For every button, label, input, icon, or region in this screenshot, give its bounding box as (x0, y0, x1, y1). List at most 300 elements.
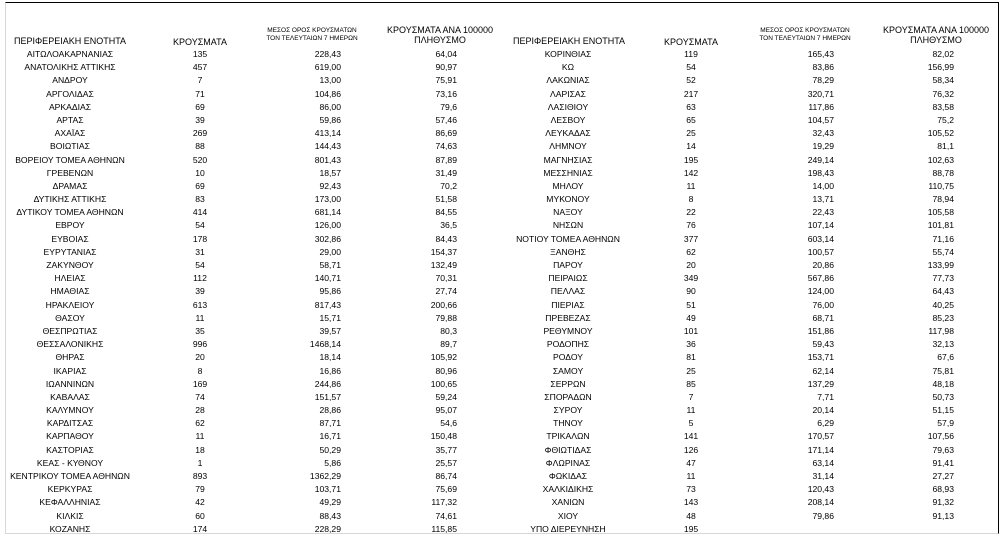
cases-per-100k: 133,99 (927, 260, 954, 270)
seven-day-average: 78,29 (812, 75, 834, 86)
seven-day-average: 249,14 (807, 154, 834, 165)
seven-day-average: 413,14 (314, 128, 341, 139)
seven-day-average: 144,43 (314, 141, 341, 152)
region-name: ΚΟΖΑΝΗΣ (49, 523, 91, 534)
case-count: 195 (683, 523, 699, 534)
header-avg-line1: ΜΕΣΟΣ ΟΡΟΣ ΚΡΟΥΣΜΑΤΩΝ (267, 27, 357, 34)
case-count: 25 (686, 365, 696, 376)
table-row (0, 365, 1005, 378)
cases-per-100k: 84,43 (435, 233, 457, 244)
region-name: ΑΧΑΪΑΣ (54, 128, 86, 139)
cases-per-100k: 32,13 (932, 339, 954, 350)
cases-per-100k: 102,63 (927, 154, 954, 165)
case-count: 69 (195, 101, 205, 112)
case-count: 996 (192, 339, 208, 350)
cases-per-100k: 90,97 (435, 62, 457, 73)
table-row (0, 338, 1005, 351)
table-row (0, 378, 1005, 391)
cases-per-100k: 132,49 (430, 260, 457, 270)
seven-day-average: 1362,29 (309, 471, 341, 481)
seven-day-average: 16,71 (319, 431, 341, 442)
cases-per-100k: 91,13 (932, 510, 954, 521)
table-row (0, 391, 1005, 404)
case-count: 8 (197, 365, 203, 376)
cases-per-100k: 95,07 (435, 405, 457, 416)
cases-per-100k: 27,74 (435, 286, 457, 297)
region-name: ΙΩΑΝΝΙΝΩΝ (45, 378, 95, 389)
table-row (0, 417, 1005, 430)
cases-per-100k: 31,49 (435, 167, 457, 178)
region-name: ΣΥΡΟΥ (553, 405, 583, 416)
case-count: 65 (686, 114, 696, 125)
cases-per-100k: 86,74 (435, 471, 457, 481)
cases-per-100k: 85,23 (932, 312, 954, 323)
seven-day-average: 120,43 (807, 484, 834, 495)
region-name: ΣΑΜΟΥ (552, 365, 584, 376)
seven-day-average: 28,86 (319, 405, 341, 416)
case-count: 20 (195, 352, 205, 363)
seven-day-average: 104,57 (807, 114, 834, 125)
case-count: 11 (195, 312, 205, 323)
case-count: 457 (192, 62, 208, 73)
cases-per-100k: 115,85 (431, 523, 457, 534)
table-row (0, 114, 1005, 127)
seven-day-average: 124,00 (807, 286, 834, 297)
region-name: ΚΑΡΠΑΘΟΥ (46, 431, 94, 442)
cases-per-100k: 82,02 (932, 49, 954, 59)
region-name: ΦΛΩΡΙΝΑΣ (545, 457, 591, 468)
seven-day-average: 32,43 (812, 128, 834, 139)
table-row (0, 510, 1005, 523)
case-count: 11 (686, 471, 696, 481)
cases-per-100k: 88,78 (932, 167, 954, 178)
region-name: ΗΜΑΘΙΑΣ (50, 286, 90, 297)
seven-day-average: 15,71 (319, 312, 341, 323)
case-count: 62 (686, 246, 696, 257)
header-per100k-line1: ΚΡΟΥΣΜΑΤΑ ΑΝΑ 100000 (387, 25, 493, 35)
case-count: 349 (683, 273, 699, 284)
cases-per-100k: 57,46 (435, 114, 457, 125)
case-count: 81 (686, 352, 696, 363)
case-count: 10 (195, 167, 205, 178)
table-row (0, 430, 1005, 443)
table-row (0, 101, 1005, 114)
region-name: ΠΑΡΟΥ (553, 260, 583, 270)
seven-day-average: 76,00 (812, 299, 834, 310)
cases-per-100k: 86,69 (435, 128, 457, 139)
seven-day-average: 92,43 (319, 180, 341, 191)
region-name: ΦΘΙΩΤΙΔΑΣ (544, 444, 592, 455)
table-row (0, 457, 1005, 470)
case-count: 141 (683, 431, 699, 442)
region-name: ΜΥΚΟΝΟΥ (546, 194, 590, 205)
case-count: 8 (688, 194, 694, 205)
case-count: 174 (192, 523, 208, 534)
case-count: 101 (683, 325, 699, 336)
case-count: 143 (683, 497, 699, 508)
region-name: ΠΕΛΛΑΣ (550, 286, 586, 297)
seven-day-average: 58,71 (319, 260, 341, 270)
seven-day-average: 19,29 (812, 141, 834, 152)
seven-day-average: 103,71 (314, 484, 341, 495)
seven-day-average: 13,00 (319, 75, 341, 86)
case-count: 169 (192, 378, 208, 389)
region-name: ΤΗΝΟΥ (553, 418, 583, 429)
case-count: 28 (195, 405, 205, 416)
seven-day-average: 86,00 (319, 101, 341, 112)
case-count: 48 (686, 510, 696, 521)
cases-per-100k: 200,66 (430, 299, 457, 310)
case-count: 83 (195, 194, 205, 205)
region-name: ΝΑΞΟΥ (553, 207, 583, 218)
region-name: ΚΩ (561, 62, 575, 73)
cases-per-100k: 107,56 (927, 431, 954, 442)
case-count: 60 (195, 510, 205, 521)
cases-per-100k: 101,81 (927, 220, 954, 231)
cases-per-100k: 73,16 (435, 88, 457, 99)
case-count: 414 (192, 207, 208, 218)
seven-day-average: 18,14 (319, 352, 341, 363)
table-row (0, 246, 1005, 259)
region-name: ΔΥΤΙΚΗΣ ΑΤΤΙΚΗΣ (33, 194, 107, 205)
seven-day-average: 801,43 (314, 154, 341, 165)
case-count: 90 (686, 286, 696, 297)
region-name: ΙΚΑΡΙΑΣ (53, 365, 87, 376)
table-row (0, 48, 1005, 61)
header-avg-left (262, 27, 362, 43)
case-count: 39 (195, 114, 205, 125)
region-name: ΚΕΡΚΥΡΑΣ (47, 484, 93, 495)
table-row (0, 470, 1005, 483)
cases-per-100k: 110,75 (928, 180, 954, 191)
case-count: 11 (686, 405, 696, 416)
case-count: 36 (686, 339, 696, 350)
cases-per-100k: 105,92 (430, 352, 457, 363)
case-count: 1 (197, 457, 203, 468)
case-count: 613 (192, 299, 208, 310)
region-name: ΚΕΑΣ - ΚΥΘΝΟΥ (36, 457, 104, 468)
cases-per-100k: 91,41 (932, 457, 954, 468)
cases-per-100k: 79,6 (440, 101, 457, 112)
seven-day-average: 320,71 (807, 88, 834, 99)
case-count: 112 (193, 273, 207, 284)
cases-per-100k: 75,69 (435, 484, 457, 495)
case-count: 893 (192, 471, 208, 481)
cases-per-100k: 105,58 (927, 207, 954, 218)
region-name: ΗΡΑΚΛΕΙΟΥ (45, 299, 95, 310)
table-row (0, 312, 1005, 325)
cases-per-100k: 117,32 (431, 497, 457, 508)
cases-per-100k: 77,73 (932, 273, 954, 284)
table-row (0, 154, 1005, 167)
seven-day-average: 59,86 (319, 114, 341, 125)
region-name: ΜΗΛΟΥ (552, 180, 584, 191)
cases-per-100k: 89,7 (440, 339, 457, 350)
table-row (0, 259, 1005, 272)
table-row (0, 88, 1005, 101)
seven-day-average: 88,43 (319, 510, 341, 521)
case-count: 71 (195, 88, 205, 99)
cases-per-100k: 58,34 (932, 75, 954, 86)
region-name: ΚΕΦΑΛΛΗΝΙΑΣ (39, 497, 101, 508)
region-name: ΘΗΡΑΣ (55, 352, 85, 363)
case-count: 22 (686, 207, 696, 218)
cases-per-100k: 51,15 (932, 405, 954, 416)
region-name: ΚΑΡΔΙΤΣΑΣ (46, 418, 94, 429)
region-name: ΛΑΣΙΘΙΟΥ (547, 101, 589, 112)
region-name: ΚΑΣΤΟΡΙΑΣ (46, 444, 94, 455)
region-name: ΡΟΔΟΥ (553, 352, 583, 363)
case-count: 63 (686, 101, 696, 112)
region-name: ΚΑΛΥΜΝΟΥ (46, 405, 94, 416)
region-name: ΑΝΑΤΟΛΙΚΗΣ ΑΤΤΙΚΗΣ (24, 62, 116, 73)
table-row (0, 180, 1005, 193)
case-count: 11 (686, 180, 696, 191)
seven-day-average: 100,57 (807, 246, 834, 257)
header-region-left: ΠΕΡΙΦΕΡΕΙΑΚΗ ΕΝΟΤΗΤΑ (14, 36, 127, 46)
region-name: ΛΗΜΝΟΥ (549, 141, 587, 152)
region-name: ΓΡΕΒΕΝΩΝ (46, 167, 94, 178)
region-name: ΑΙΤΩΛΟΑΚΑΡΝΑΝΙΑΣ (26, 49, 114, 59)
case-count: 119 (684, 49, 698, 59)
cases-per-100k: 68,93 (932, 484, 954, 495)
seven-day-average: 16,86 (319, 365, 341, 376)
cases-per-100k: 105,52 (927, 128, 954, 139)
table-row (0, 351, 1005, 364)
header-per100k-line2: ΠΛΗΘΥΣΜΟ (414, 35, 466, 45)
table-row (0, 206, 1005, 219)
cases-per-100k: 64,04 (435, 49, 457, 59)
region-name: ΥΠΟ ΔΙΕΡΕΥΝΗΣΗ (530, 523, 606, 534)
cases-per-100k: 80,96 (435, 365, 457, 376)
table-row (0, 167, 1005, 180)
table-row (0, 219, 1005, 232)
header-avg-right (755, 27, 855, 43)
table-row (0, 272, 1005, 285)
seven-day-average: 171,14 (807, 444, 834, 455)
cases-per-100k: 59,24 (435, 391, 457, 402)
region-name: ΚΕΝΤΡΙΚΟΥ ΤΟΜΕΑ ΑΘΗΝΩΝ (10, 471, 130, 481)
cases-per-100k: 150,48 (430, 431, 457, 442)
case-count: 178 (192, 233, 208, 244)
seven-day-average: 14,00 (812, 180, 834, 191)
header-avg-line1: ΜΕΣΟΣ ΟΡΟΣ ΚΡΟΥΣΜΑΤΩΝ (760, 27, 850, 34)
region-name: ΑΝΔΡΟΥ (52, 75, 88, 86)
cases-per-100k: 87,89 (435, 154, 457, 165)
region-name: ΝΗΣΩΝ (552, 220, 584, 231)
region-name: ΠΕΙΡΑΙΩΣ (548, 273, 588, 284)
table-row (0, 483, 1005, 496)
seven-day-average: 173,00 (314, 194, 341, 205)
header-region-right: ΠΕΡΙΦΕΡΕΙΑΚΗ ΕΝΟΤΗΤΑ (513, 36, 626, 46)
case-count: 74 (195, 391, 205, 402)
case-count: 69 (195, 180, 205, 191)
cases-per-100k: 51,58 (435, 194, 457, 205)
case-count: 7 (197, 75, 203, 86)
case-count: 49 (686, 312, 696, 323)
cases-per-100k: 55,74 (932, 246, 954, 257)
region-name: ΛΕΥΚΑΔΑΣ (545, 128, 591, 139)
region-name: ΣΕΡΡΩΝ (550, 378, 586, 389)
region-name: ΘΑΣΟΥ (55, 312, 85, 323)
seven-day-average: 29,00 (319, 246, 341, 257)
region-name: ΡΕΘΥΜΝΟΥ (543, 325, 593, 336)
case-count: 51 (686, 299, 696, 310)
region-name: ΞΑΝΘΗΣ (550, 246, 586, 257)
case-count: 39 (195, 286, 205, 297)
seven-day-average: 87,71 (319, 418, 341, 429)
header-avg-line2: ΤΟΝ ΤΕΛΕΥΤΑΙΩΝ 7 ΗΜΕΡΩΝ (266, 35, 358, 42)
seven-day-average: 619,00 (314, 62, 341, 73)
table-row (0, 140, 1005, 153)
seven-day-average: 20,14 (812, 405, 834, 416)
seven-day-average: 153,71 (807, 352, 834, 363)
region-name: ΑΡΓΟΛΙΔΑΣ (46, 88, 94, 99)
region-name: ΘΕΣΠΡΩΤΙΑΣ (42, 325, 98, 336)
cases-per-100k: 25,57 (435, 457, 457, 468)
seven-day-average: 198,43 (807, 167, 834, 178)
seven-day-average: 50,29 (319, 444, 341, 455)
case-count: 126 (683, 444, 699, 455)
seven-day-average: 31,14 (812, 471, 834, 481)
seven-day-average: 39,57 (319, 325, 341, 336)
case-count: 217 (683, 88, 699, 99)
seven-day-average: 68,71 (812, 312, 834, 323)
seven-day-average: 817,43 (314, 299, 341, 310)
region-name: ΕΥΒΟΙΑΣ (51, 233, 89, 244)
cases-per-100k: 57,9 (937, 418, 954, 429)
seven-day-average: 567,86 (807, 273, 834, 284)
table-row (0, 127, 1005, 140)
case-count: 54 (195, 260, 205, 270)
region-name: ΖΑΚΥΝΘΟΥ (46, 260, 94, 270)
cases-per-100k: 71,16 (932, 233, 954, 244)
seven-day-average: 107,14 (807, 220, 834, 231)
table-row (0, 61, 1005, 74)
case-count: 195 (683, 154, 699, 165)
region-name: ΠΙΕΡΙΑΣ (551, 299, 585, 310)
header-per100k-left (380, 25, 500, 45)
seven-day-average: 95,86 (319, 286, 341, 297)
case-count: 54 (686, 62, 696, 73)
cases-per-100k: 27,27 (932, 471, 954, 481)
cases-per-100k: 84,55 (435, 207, 457, 218)
seven-day-average: 49,29 (319, 497, 341, 508)
case-count: 42 (195, 497, 205, 508)
seven-day-average: 140,71 (314, 273, 341, 284)
case-count: 25 (686, 128, 696, 139)
region-name: ΧΑΛΚΙΔΙΚΗΣ (542, 484, 594, 495)
case-count: 7 (688, 391, 694, 402)
table-row (0, 444, 1005, 457)
cases-per-100k: 154,37 (430, 246, 457, 257)
seven-day-average: 13,71 (812, 194, 834, 205)
seven-day-average: 117,86 (808, 101, 834, 112)
region-name: ΜΑΓΝΗΣΙΑΣ (543, 154, 593, 165)
seven-day-average: 63,14 (812, 457, 834, 468)
case-count: 73 (686, 484, 696, 495)
case-count: 377 (683, 233, 699, 244)
seven-day-average: 79,86 (812, 510, 834, 521)
seven-day-average: 244,86 (314, 378, 341, 389)
seven-day-average: 151,57 (314, 391, 341, 402)
region-name: ΡΟΔΟΠΗΣ (546, 339, 590, 350)
region-name: ΦΩΚΙΔΑΣ (548, 471, 588, 481)
seven-day-average: 83,86 (812, 62, 834, 73)
case-count: 135 (192, 49, 208, 59)
seven-day-average: 302,86 (314, 233, 341, 244)
case-count: 31 (195, 246, 205, 257)
region-name: ΛΑΡΙΣΑΣ (550, 88, 586, 99)
cases-per-100k: 64,43 (932, 286, 954, 297)
seven-day-average: 228,29 (314, 523, 341, 534)
region-name: ΤΡΙΚΑΛΩΝ (546, 431, 590, 442)
cases-per-100k: 78,94 (932, 194, 954, 205)
cases-per-100k: 35,77 (435, 444, 457, 455)
case-count: 85 (686, 378, 696, 389)
region-name: ΚΑΒΑΛΑΣ (50, 391, 90, 402)
cases-per-100k: 76,32 (932, 88, 954, 99)
cases-per-100k: 75,81 (932, 365, 954, 376)
case-count: 14 (686, 141, 696, 152)
region-name: ΒΟΙΩΤΙΑΣ (50, 141, 90, 152)
header-avg-line2: ΤΟΝ ΤΕΛΕΥΤΑΙΩΝ 7 ΗΜΕΡΩΝ (759, 35, 851, 42)
header-per100k-right (876, 25, 996, 45)
case-count: 79 (195, 484, 205, 495)
region-name: ΛΑΚΩΝΙΑΣ (546, 75, 590, 86)
seven-day-average: 170,57 (807, 431, 834, 442)
cases-per-100k: 70,2 (440, 180, 457, 191)
region-name: ΧΑΝΙΩΝ (551, 497, 585, 508)
case-count: 54 (195, 220, 205, 231)
region-name: ΒΟΡΕΙΟΥ ΤΟΜΕΑ ΑΘΗΝΩΝ (15, 154, 125, 165)
seven-day-average: 6,29 (817, 418, 834, 429)
seven-day-average: 603,14 (807, 233, 834, 244)
seven-day-average: 59,43 (812, 339, 834, 350)
cases-per-100k: 79,88 (435, 312, 457, 323)
cases-per-100k: 117,98 (928, 325, 954, 336)
cases-per-100k: 50,73 (932, 391, 954, 402)
region-name: ΔΡΑΜΑΣ (52, 180, 88, 191)
table-row (0, 193, 1005, 206)
cases-per-100k: 156,99 (927, 62, 954, 73)
cases-per-100k: 48,18 (932, 378, 954, 389)
region-name: ΛΕΣΒΟΥ (550, 114, 586, 125)
cases-per-100k: 75,91 (435, 75, 457, 86)
cases-per-100k: 70,31 (435, 273, 457, 284)
seven-day-average: 1468,14 (309, 339, 341, 350)
table-row (0, 496, 1005, 509)
case-count: 47 (686, 457, 696, 468)
case-count: 88 (195, 141, 205, 152)
seven-day-average: 62,14 (812, 365, 834, 376)
case-count: 35 (195, 325, 205, 336)
case-count: 62 (195, 418, 205, 429)
region-name: ΕΒΡΟΥ (55, 220, 85, 231)
region-name: ΚΟΡΙΝΘΙΑΣ (544, 49, 592, 59)
header-per100k-line2: ΠΛΗΘΥΣΜΟ (910, 35, 962, 45)
header-cases-left: ΚΡΟΥΣΜΑΤΑ (173, 37, 227, 47)
region-name: ΔΥΤΙΚΟΥ ΤΟΜΕΑ ΑΘΗΝΩΝ (16, 207, 124, 218)
cases-per-100k: 79,63 (932, 444, 954, 455)
region-name: ΜΕΣΣΗΝΙΑΣ (543, 167, 593, 178)
table-row (0, 285, 1005, 298)
table-row (0, 74, 1005, 87)
region-name: ΝΟΤΙΟΥ ΤΟΜΕΑ ΑΘΗΝΩΝ (516, 233, 620, 244)
case-count: 20 (686, 260, 696, 270)
cases-per-100k: 81,1 (937, 141, 954, 152)
case-count: 52 (686, 75, 696, 86)
